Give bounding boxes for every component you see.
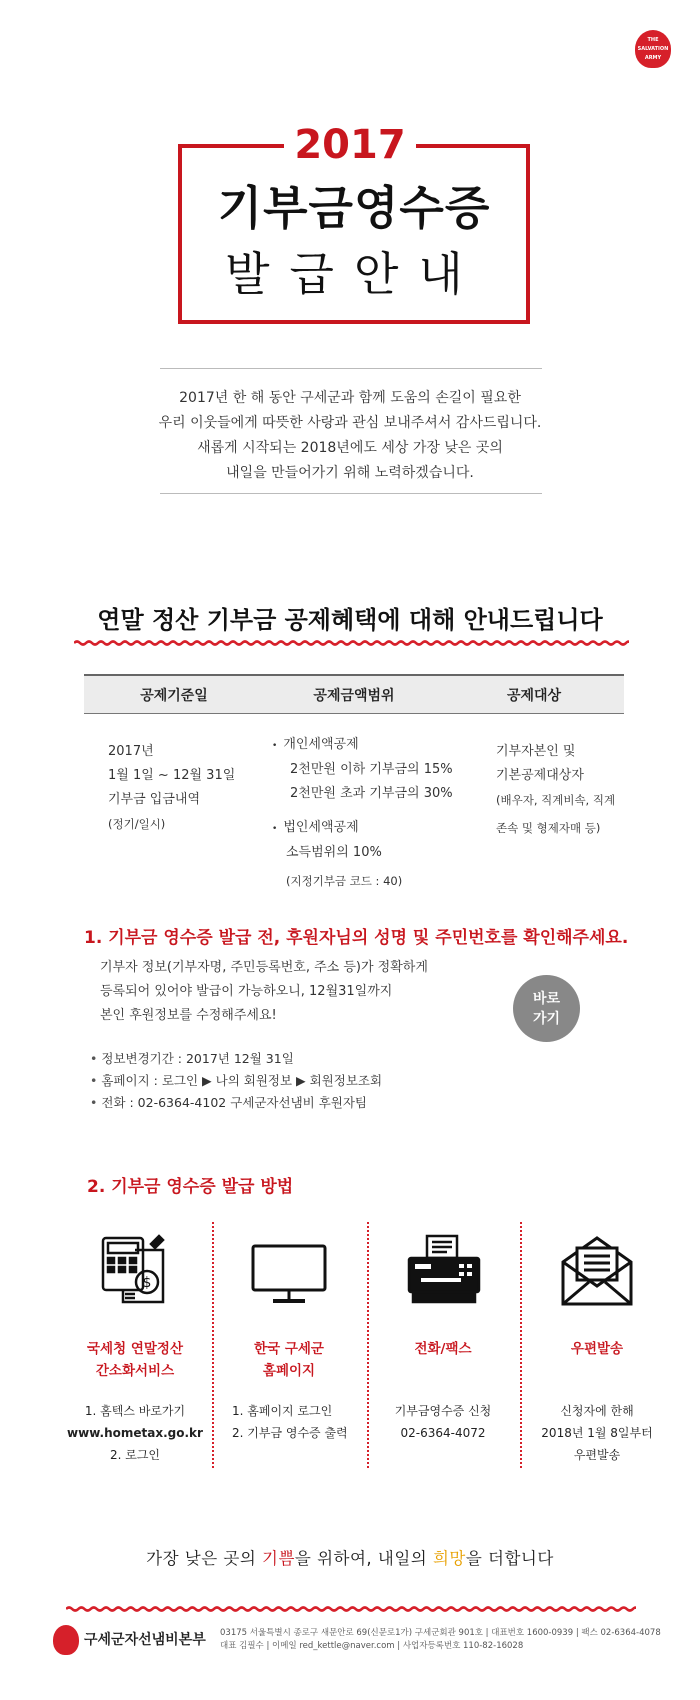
logo-line-2: SALVATION — [637, 46, 669, 52]
section1-bullets — [90, 1048, 382, 1114]
footer-org-name: 구세군자선냄비본부 — [84, 1632, 206, 1648]
footer-logo — [53, 1625, 79, 1655]
squiggle-divider — [66, 1606, 636, 1612]
hometax-link[interactable]: www.hometax.go.kr — [67, 1426, 203, 1440]
logo-line-1: THE — [647, 37, 659, 43]
title-main: 기부금영수증 — [217, 181, 491, 235]
table-header — [84, 674, 624, 714]
list-item: • 전화 : 02-6364-4102 구세군자선냄비 후원자팀 — [90, 1095, 368, 1110]
divider — [160, 368, 542, 369]
intro-text: 2017년 한 해 동안 구세군과 함께 도움의 손길이 필요한 우리 이웃들에게 따뜻한 사랑과 관심 보내주셔서 감사드립니다. 새롭게 시작되는 2018년에도 세상 가장 낮은 곳의 내일을 만들어가기 위해 노력하겠습니다. — [158, 390, 542, 481]
slogan: 가장 낮은 곳의 기쁨을 위하여, 내일의 희망을 더합니다 — [146, 1549, 554, 1568]
col-target: 기부자본인 및 기본공제대상자 (배우자, 직계비속, 직계 존속 및 형제자매 등) — [496, 744, 616, 835]
header-target: 공제대상 — [506, 688, 562, 704]
calculator-tax-icon — [95, 1230, 175, 1310]
squiggle-divider — [74, 640, 629, 646]
logo-line-3: ARMY — [644, 55, 662, 61]
method-homepage: 한국 구세군 홈페이지 1. 홈페이지 로그인 2. 기부금 영수증 출력 — [214, 1230, 364, 1444]
header-amount: 공제금액범위 — [313, 688, 395, 704]
envelope-letter-icon — [557, 1230, 637, 1310]
divider — [160, 493, 542, 494]
list-item: • 홈페이지 : 로그인 ▶ 나의 회원정보 ▶ 회원정보조회 — [90, 1073, 383, 1088]
method-hometax: $ 국세청 연말정산 간소화서비스 1. 홈텍스 바로가기 www.hometax.go.kr 2. 로그인 — [60, 1230, 210, 1466]
method-phone-fax: 전화/팩스 기부금영수증 신청 02-6364-4072 — [368, 1230, 518, 1444]
svg-text:$: $ — [142, 1275, 152, 1291]
salvation-army-logo — [635, 30, 671, 68]
col-date: 2017년 1월 1일 ~ 12월 31일 기부금 입금내역 (정기/일시) — [108, 744, 236, 831]
col-amount: • 개인세액공제 2천만원 이하 기부금의 15% 2천만원 초과 기부금의 30% • 법인세액공제 소득범위의 10% (지정기부금 코드 : 40) — [272, 737, 453, 888]
header-date: 공제기준일 — [140, 688, 208, 704]
go-now-button[interactable]: 바로 가기 — [513, 975, 580, 1042]
section2-title: 2. 기부금 영수증 발급 방법 — [87, 1177, 294, 1197]
section-title: 연말 정산 기부금 공제혜택에 대해 안내드립니다 — [97, 606, 603, 634]
title-sub: 발급안내 — [225, 247, 483, 301]
section1-title: 1. 기부금 영수증 발급 전, 후원자님의 성명 및 주민번호를 확인해주세요. — [84, 928, 629, 948]
monitor-icon — [249, 1230, 329, 1310]
footer-info: 03175 서울특별시 종로구 새문안로 69(신문로1가) 구세군회관 901호 | 대표번호 1600-0939 | 팩스 02-6364-4078 대표 김필수 | 이메일 red_kettle@naver.com | 사업자등록번호 110-82-16028 — [220, 1628, 661, 1651]
method-mail: 우편발송 신청자에 한해 2018년 1월 8일부터 우편발송 — [522, 1230, 672, 1466]
title-year: 2017 — [0, 122, 700, 168]
section1-body: 기부자 정보(기부자명, 주민등록번호, 주소 등)가 정확하게 등록되어 있어야 발급이 가능하오니, 12월31일까지 본인 후원정보를 수정해주세요! — [100, 960, 428, 1023]
fax-printer-icon — [403, 1230, 483, 1310]
list-item: • 정보변경기간 : 2017년 12월 31일 — [90, 1051, 294, 1066]
